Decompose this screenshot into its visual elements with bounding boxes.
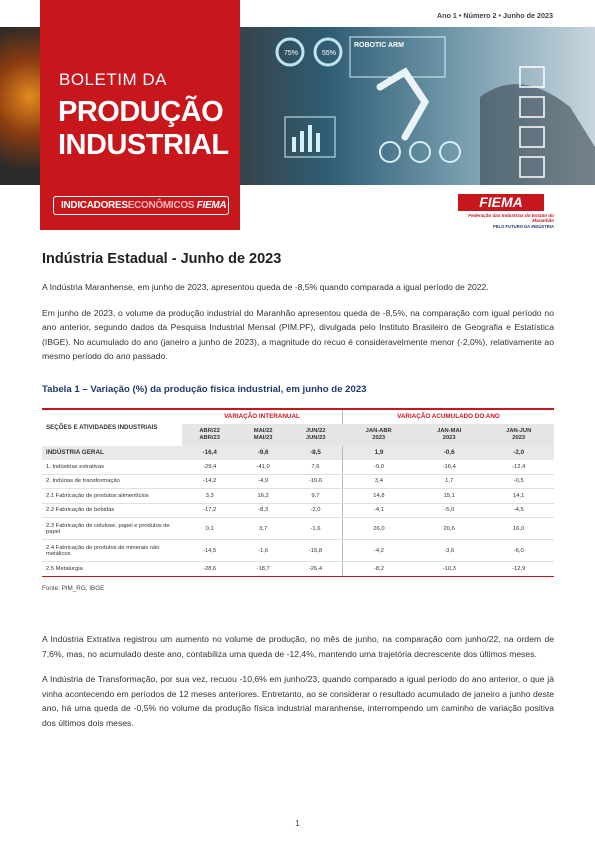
col-secoes: SEÇÕES E ATIVIDADES INDUSTRIAIS <box>46 424 158 431</box>
cell: -10,3 <box>415 562 483 577</box>
page-number: 1 <box>295 818 300 828</box>
cell: -26,4 <box>289 562 343 577</box>
cell: 1,9 <box>342 446 415 460</box>
cell: -4,9 <box>237 474 289 489</box>
cell: -4,1 <box>342 503 415 518</box>
cell: -6,0 <box>483 540 554 562</box>
cell: 3,4 <box>342 474 415 489</box>
svg-text:55%: 55% <box>322 50 337 57</box>
title-line-3: INDUSTRIAL <box>58 129 229 162</box>
cell: -12,9 <box>483 562 554 577</box>
cell: -2,0 <box>289 503 343 518</box>
cell: -9,6 <box>237 446 289 460</box>
production-table <box>42 408 554 577</box>
article-title: Indústria Estadual - Junho de 2023 <box>42 251 282 267</box>
cell: -41,0 <box>237 460 289 475</box>
cell: -9,0 <box>342 460 415 475</box>
cell: -16,4 <box>415 460 483 475</box>
cell: 0,1 <box>182 518 237 540</box>
fiema-logo-block <box>448 194 554 229</box>
cell: -8,2 <box>342 562 415 577</box>
cell: -4,2 <box>342 540 415 562</box>
fiema-tagline: PELO FUTURO DA INDÚSTRIA <box>492 224 554 229</box>
cell: -4,5 <box>483 503 554 518</box>
cell: 7,6 <box>289 460 343 475</box>
paragraph-4: A Indústria de Transformação, por sua vez, recuou -10,6% em junho/23, quando comparado a igual período do ano anterior, o que já vinha acontecendo em períodos de 12 meses anteriores. Entretanto, ao se considerar o resultado acumulado de janeiro a junho deste ano, há uma queda de -0,5% no volume da produção física industrial maranhense, interrompendo um caminho de variação positiva dos últimos dois meses. <box>42 674 554 728</box>
article-continuation <box>42 632 554 741</box>
table-row <box>42 489 554 504</box>
cell: 14,8 <box>342 489 415 504</box>
issue-info: Ano 1 • Número 2 • Junho de 2023 <box>436 11 553 20</box>
row-label: 1. Indústrias extrativas <box>42 460 182 475</box>
paragraph-2: Em junho de 2023, o volume da produção industrial do Maranhão apresentou queda de -8,5%, na comparação com igual período no ano anterior, segundo dados da Pesquisa Industrial Mensal (PIM.PF), divulgada pelo Instituto Brasileiro de Geografia e Estatística (IBGE). No acumulado do ano (janeiro a junho de 2023), a magnitude do recuo é consideravelmente menor (-2,0%), relativamente ao mesmo período do ano passado. <box>42 307 554 361</box>
table-row <box>42 540 554 562</box>
fiema-logo: FIEMA <box>458 194 544 211</box>
title-line-2: PRODUÇÃO <box>58 96 224 128</box>
row-label: 2. Indúrias de transformação <box>42 474 182 489</box>
col-header: ABR/22 ABR/23 <box>182 424 237 446</box>
table-title: Tabela 1 – Variação (%) da produção física industrial, em junho de 2023 <box>42 383 367 395</box>
row-label: 2.3 Fabricação de celulose, papel e produtos de papel <box>42 518 182 540</box>
cell: -15,8 <box>289 540 343 562</box>
cell: -14,2 <box>182 474 237 489</box>
row-label: 2.1 Fabricação de produtos alimentícios <box>42 489 182 504</box>
cell: -28,6 <box>182 562 237 577</box>
col-header: JAN-ABR 2023 <box>342 424 415 446</box>
cell: -17,2 <box>182 503 237 518</box>
table-row <box>42 474 554 489</box>
cell: -8,5 <box>289 446 343 460</box>
cell: 9,7 <box>289 489 343 504</box>
cell: -1,6 <box>289 518 343 540</box>
table-row <box>42 503 554 518</box>
badge-part-1: INDICADORES <box>61 200 128 211</box>
group-interanual: VARIAÇÃO INTERANUAL <box>224 413 300 420</box>
cell: 20,6 <box>415 518 483 540</box>
indicadores-badge <box>53 196 229 215</box>
cell: 14,1 <box>483 489 554 504</box>
hero-label: ROBOTIC ARM <box>354 42 404 49</box>
title-main <box>58 96 229 163</box>
cell: 16,0 <box>483 518 554 540</box>
cell: -8,3 <box>237 503 289 518</box>
cell: -29,4 <box>182 460 237 475</box>
cell: -2,0 <box>483 446 554 460</box>
article-content <box>42 251 554 592</box>
cell: 1,7 <box>415 474 483 489</box>
badge-part-3: FIEMA <box>196 200 227 211</box>
row-label: INDÚSTRIA GERAL <box>42 446 182 460</box>
col-header: JUN/22 JUN/23 <box>289 424 343 446</box>
tech-hologram-image <box>230 27 595 185</box>
col-header: JAN-MAI 2023 <box>415 424 483 446</box>
cell: -10,6 <box>289 474 343 489</box>
cell: 15,1 <box>415 489 483 504</box>
badge-part-2: ECONÔMICOS <box>127 200 195 211</box>
cell: -5,0 <box>415 503 483 518</box>
table-row <box>42 446 554 460</box>
svg-text:75%: 75% <box>284 50 299 57</box>
paragraph-1: A Indústria Maranhense, em junho de 2023, apresentou queda de -8,5% quando comparada a igual período de 2022. <box>42 282 489 292</box>
cell: -14,5 <box>182 540 237 562</box>
cell: -12,4 <box>483 460 554 475</box>
cell: -0,6 <box>415 446 483 460</box>
table-source: Fonte: PIM_RG, IBGE <box>42 584 105 592</box>
cell: -0,5 <box>483 474 554 489</box>
group-acumulado: VARIAÇÃO ACUMULADO DO ANO <box>342 410 554 424</box>
table-row <box>42 518 554 540</box>
cell: 3,3 <box>182 489 237 504</box>
row-label: 2.2 Fabricação de bebidas <box>42 503 182 518</box>
cell: 3,7 <box>237 518 289 540</box>
cell: -18,7 <box>237 562 289 577</box>
fiema-subtitle: Federação das Indústrias do Estado do Maranhão <box>468 213 554 223</box>
table-row <box>42 562 554 577</box>
title-line-1: BOLETIM DA <box>59 70 167 89</box>
cell: -3,6 <box>415 540 483 562</box>
cell: -16,4 <box>182 446 237 460</box>
row-label: 2.4 Fabricação de produtos de minerais não metálicos <box>42 540 182 562</box>
cell: 26,0 <box>342 518 415 540</box>
cell: -1,6 <box>237 540 289 562</box>
col-header: JAN-JUN 2023 <box>483 424 554 446</box>
paragraph-3: A Indústria Extrativa registrou um aumento no volume de produção, no mês de junho, na comparação com junho/22, na ordem de 7,6%, mas, no acumulado deste ano, contabiliza uma queda de -12,4%, mantendo uma trajetória decrescente dos últimos meses. <box>42 634 554 659</box>
table-row <box>42 460 554 475</box>
cell: 16,2 <box>237 489 289 504</box>
row-label: 2.5 Metalurgia <box>42 562 182 577</box>
col-header: MAI/22 MAI/23 <box>237 424 289 446</box>
